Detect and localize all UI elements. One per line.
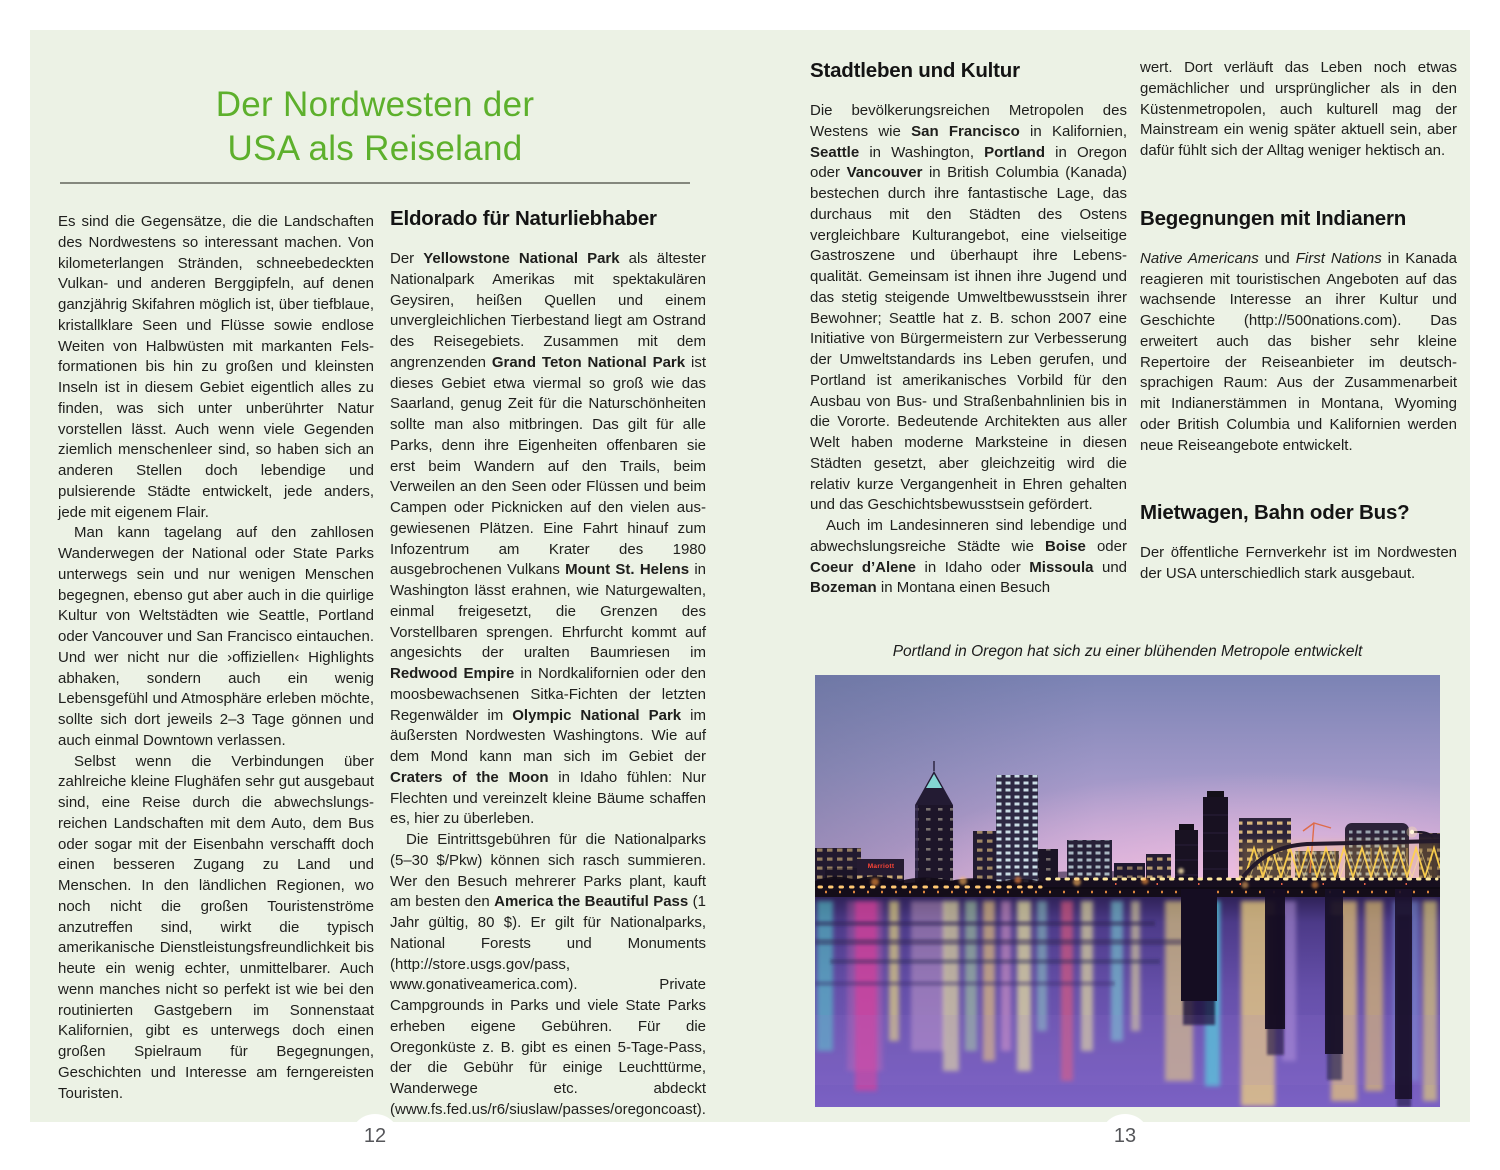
marriott-sign: Marriott [867, 863, 895, 870]
section-heading: Mietwagen, Bahn oder Bus? [1140, 501, 1410, 525]
paragraph: wert. Dort verläuft das Leben noch etwas gemächlicher und ursprünglicher als in den Küstenmetropolen, auch kulturell mag der Mainstream ein wenig später aktuell sein, aber dafür fühlt sich der Alltag weniger hektisch an. [1140, 59, 1457, 159]
title-divider [60, 182, 690, 184]
book-spread [30, 30, 1470, 1147]
left-page-column-1 [58, 212, 374, 1104]
truss-bridge [1240, 841, 1440, 883]
portland-skyline-photo [815, 675, 1440, 1107]
paragraph: Selbst wenn die Verbindungen über zahlreiche kleine Flughäfen sehr gut ausgebaut sind, eine Reise durch die abwechslungsreichen Landschaften mit dem Auto, dem Bus oder sogar mit der Eisenbahn verschafft doch einen besseren Zugang zu Land und Menschen. In den ländlichen Regionen, wo noch nicht die großen Touristenströme anzutreffen sind, wirkt die typisch amerikanische Dienstleistungsfreundlichkeit bis heute ein wenig echter, unmittelbarer. Auch wenn manches nicht so perfekt ist wie bei den routinierten Gastgebern im Sonnenstaat Kalifornien, gibt es unterwegs doch einen großen Spielraum für Begegnungen, Geschichten und Interesse am ferngereisten Touristen. [58, 752, 374, 1102]
water-sheen [815, 1015, 1440, 1085]
right-page-column-2 [1140, 58, 1457, 585]
right-page-column-1 [810, 58, 1127, 599]
page-number-right [1100, 1114, 1150, 1164]
left-page-column-2 [390, 206, 706, 1121]
page-number-right-value: 13 [1113, 1125, 1137, 1147]
paragraph: Native Americans und First Nations in Kanada reagieren mit touristischen Angeboten auf das wachsende Interesse an ihrer Kultur und Geschichte (http://500nations.com). Das erweitert auch das bisher sehr kleine Repertoire der Reiseanbieter im deutschsprachigen Raum: Aus der Zusammenarbeit mit Indianerstämmen in Montana, Wyoming oder British Columbia und Kalifornien werden neue Reiseangebote entwickelt. [1140, 249, 1458, 454]
paragraph: Die bevölkerungsreichen Metropolen des Westens wie San Francisco in Kalifornien, Seattle in Washington, Portland in Oregon oder Vancouver in British Columbia (Kanada) bestechen durch ihre fantastische Lage, das durchaus mit den Städten des Ostens vergleichbare Kulturangebot, eine vielseitige Gastroszene und überhaupt ihre Lebensqualität. Gemeinsam ist ihnen ihre Jugend und das stetig steigende Umweltbewusstsein ihrer Bewohner; Seattle hat z. B. schon 2007 eine Initiative von Bürgermeistern zur Verbesserung der Umweltstandards ins Leben gerufen, und Portland ist amerikanisches Vorbild für den Ausbau von Bus- und Straßenbahnlinien bis in die Vororte. Bedeutende Architekten aus aller Welt haben moderne Marksteine in diesen Städten gesetzt, aber gleichzeitig wird die relativ kurze Vergangenheit in Ehren gehalten und das Geschichtsbewusstsein gefördert. [810, 102, 1128, 514]
portland-skyline-illustration [815, 675, 1440, 1107]
photo-caption: Portland in Oregon hat sich zu einer blühenden Metropole entwickelt [892, 643, 1363, 660]
paragraph: Die Eintrittsgebühren für die Nationalparks (5–30 $/Pkw) können sich rasch summieren. Wer den Besuch mehrerer Parks plant, kauft am besten den America the Beautiful Pass (1 Jahr gültig, 80 $). Er gilt für Nationalparks, National Forests und Monuments (http://store.usgs.gov/pass, www.gonativeamerica.com). Private Campgrounds in Parks und viele State Parks erheben eigene Gebühren. Für die Oregonküste z. B. gibt es einen 5-Tage-Pass, der die Gebühr für einige Leuchttürme, Wanderwege etc. abdeckt (www.fs.fed.us/r6/siuslaw/passes/oregoncoast). [390, 831, 706, 1118]
section-heading: Begegnungen mit Indianern [1140, 206, 1407, 230]
paragraph: Es sind die Gegensätze, die die Landschaften des Nordwestens so interessant machen. Von kilometerlangen Stränden, schneebedeckten Vulkan- und anderen Berggipfeln, auf denen ganzjährig Skifahren möglich ist, über tiefblaue, kristallklare Seen und Flüsse sowie endlose Weiten von Halbwüsten mit markanten Felsformationen bis hin zu großen und kleinsten Inseln ist in diesem Gebiet eigentlich alles zu finden, was sich unter unberührter Natur vorstellen lässt. Auch wenn viele Gegenden ziemlich menschenleer sind, so haben sich an anderen Stellen doch lebendige und pulsierende Städte entwickelt, jede anders, jede mit eigenem Flair. [58, 213, 374, 521]
paragraph: Auch im Landesinneren sind lebendige und abwechslungsreiche Städte wie Boise oder Coeur d’Alene in Idaho oder Missoula und Bozeman in Montana einen Besuch [810, 517, 1127, 597]
paragraph: Der Yellowstone National Park als ältester Nationalpark Amerikas mit spektakulären Geysiren, heißen Quellen und einem unvergleichlichen Tierbestand liegt am Ostrand des Reisegebiets. Zusammen mit dem angrenzenden Grand Teton National Park ist dieses Gebiet etwa viermal so groß wie das Saarland, genug Zeit für die Naturschönheiten sollte man also mitbringen. Das gilt für alle Parks, denn ihre Eigenheiten offenbaren sie erst beim Wandern auf den Trails, beim Verweilen an den Seen oder Flüssen und beim Campen oder Picknicken auf den vielen ausgewiesenen Plätzen. Eine Fahrt hinauf zum Infozentrum am Krater des 1980 ausgebrochenen Vulkans Mount St. Helens in Washington lässt erahnen, wie Naturgewalten, einmal freigesetzt, die Grenzen des Vorstellbaren sprengen. Ehrfurcht kommt auf angesichts der uralten Baumriesen im Redwood Empire in Nordkalifornien oder den moosbewachsenen Sitka-Fichten der letzten Regenwälder im Olympic National Park im äußersten Nordwesten Washingtons. Wie auf dem Mond kann man sich im Gebiet der Craters of the Moon in Idaho fühlen: Nur Flechten und vereinzelt kleine Bäume schaffen es, hier zu überleben. [390, 250, 707, 828]
section-heading: Eldorado für Naturliebhaber [390, 207, 657, 230]
section-heading: Stadtleben und Kultur [810, 59, 1020, 82]
paragraph: Der öffentliche Fernverkehr ist im Nordwesten der USA unterschiedlich stark ausgebaut. [1140, 544, 1457, 582]
page-number-left [350, 1114, 400, 1164]
paragraph: Man kann tagelang auf den zahllosen Wanderwegen der National oder State Parks unterwegs sein und nur wenigen Menschen begegnen, ebenso gut aber auch in die quirlige Kultur von Weltstädten wie Seattle, Portland oder Vancouver und San Francisco eintauchen. Und wer nicht nur die ›offiziellen‹ Highlights abhaken, sondern auch ein wenig Lebensgefühl und Atmosphäre erleben möchte, sollte sich dort jeweils 2–3 Tage gönnen und auch einmal Downtown verlassen. [58, 524, 374, 749]
page-title-line2: USA als Reiseland [227, 129, 523, 169]
page-title [58, 83, 692, 171]
page-title-line1: Der Nordwesten der [215, 85, 535, 125]
page-number-left-value: 12 [363, 1125, 387, 1147]
